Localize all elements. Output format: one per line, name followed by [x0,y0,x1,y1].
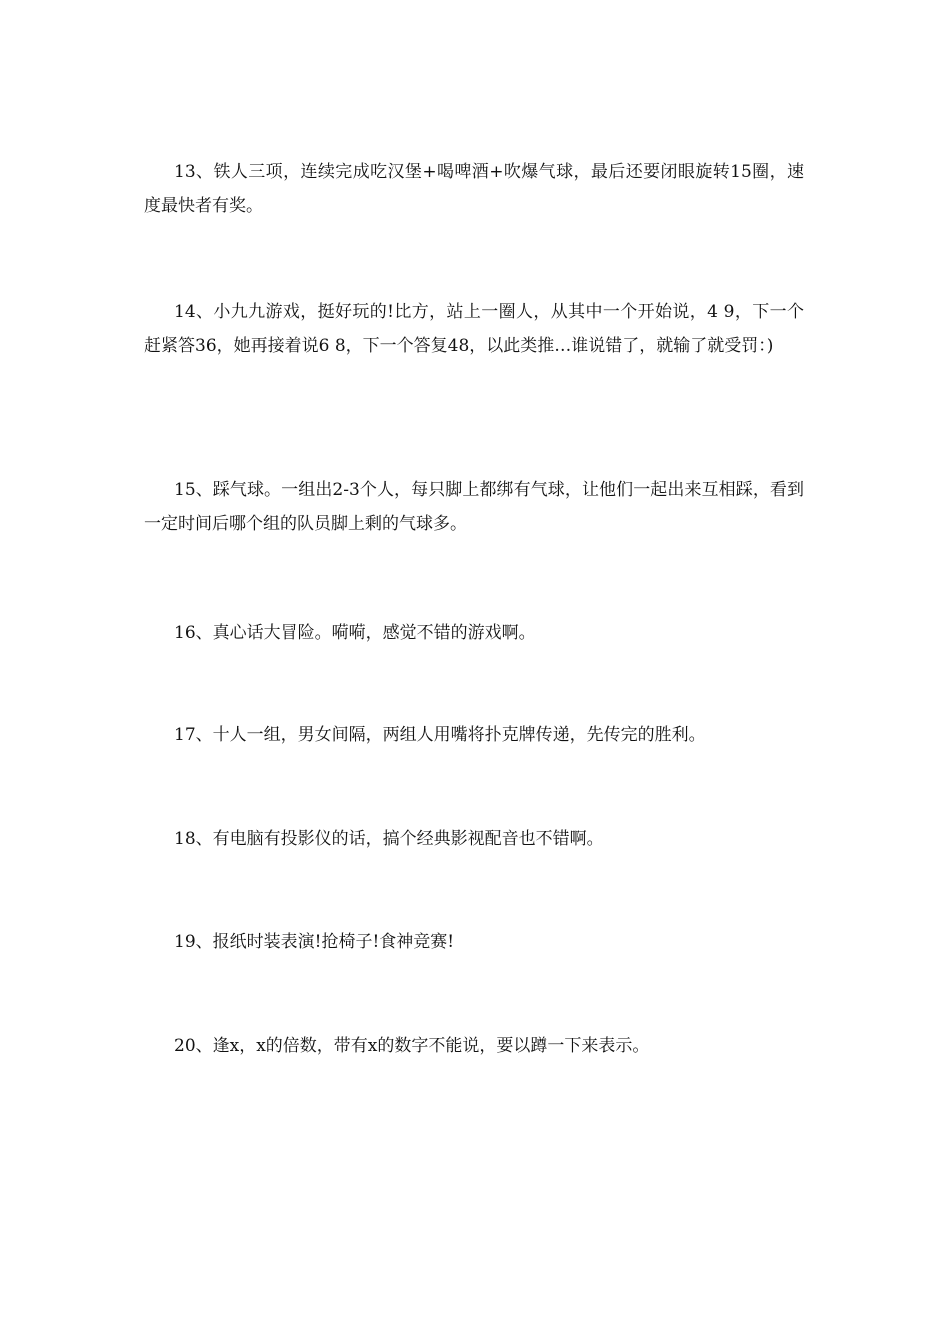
paragraph-20: 20、逢x，x的倍数，带有x的数字不能说，要以蹲一下来表示。 [174,1036,650,1056]
paragraph-16: 16、真心话大冒险。嗬嗬，感觉不错的游戏啊。 [174,623,536,643]
paragraph-13: 13、铁人三项，连续完成吃汉堡+喝啤酒+吹爆气球，最后还要闭眼旋转15圈，速度最快者有奖。 [144,162,804,216]
paragraph-18: 18、有电脑有投影仪的话，搞个经典影视配音也不错啊。 [174,829,604,849]
paragraph-17: 17、十人一组，男女间隔，两组人用嘴将扑克牌传递，先传完的胜利。 [174,725,706,745]
paragraph-19: 19、报纸时装表演!抢椅子!食神竞赛! [174,932,455,952]
paragraph-15: 15、踩气球。一组出2-3个人，每只脚上都绑有气球，让他们一起出来互相踩，看到一定时间后哪个组的队员脚上剩的气球多。 [144,480,804,534]
paragraph-14: 14、小九九游戏，挺好玩的!比方，站上一圈人，从其中一个开始说，4 9，下一个赶紧答36，她再接着说6 8，下一个答复48，以此类推…谁说错了，就输了就受罚：) [144,302,804,356]
